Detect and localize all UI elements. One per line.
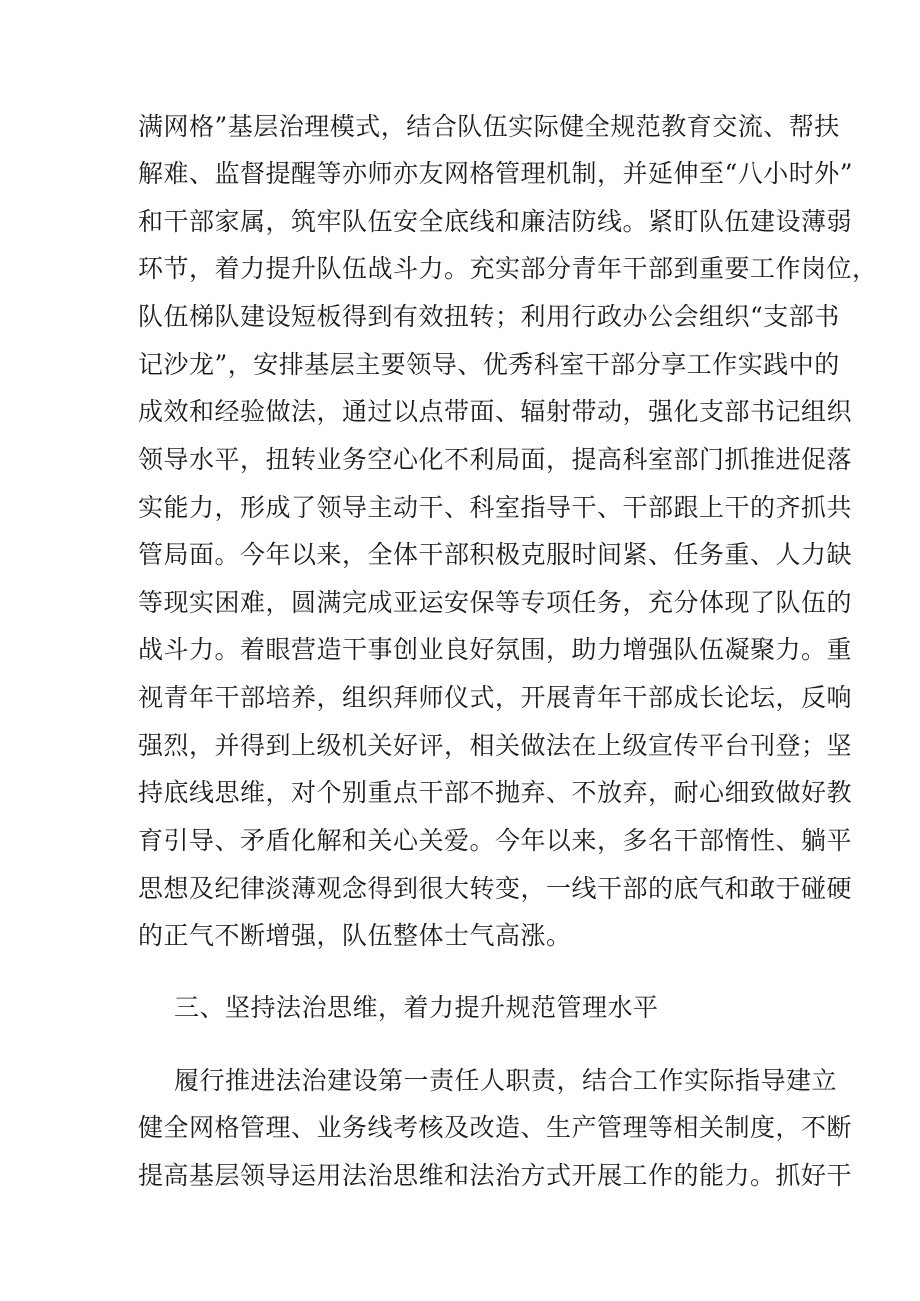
paragraph-line: 思想及纪律淡薄观念得到很大转变，一线干部的底气和敢于碰硬 bbox=[138, 874, 853, 903]
paragraph-line: 满网格”基层治理模式，结合队伍实际健全规范教育交流、帮扶 bbox=[138, 112, 840, 141]
paragraph-line: 战斗力。着眼营造干事创业良好氛围，助力增强队伍凝聚力。重 bbox=[138, 635, 853, 664]
paragraph-line: 视青年干部培养，组织拜师仪式，开展青年干部成长论坛，反响 bbox=[138, 683, 853, 712]
paragraph-line: 和干部家属，筑牢队伍安全底线和廉洁防线。紧盯队伍建设薄弱 bbox=[138, 207, 853, 236]
paragraph-line: 管局面。今年以来，全体干部积极克服时间紧、任务重、人力缺 bbox=[138, 540, 853, 569]
paragraph-line: 环节，着力提升队伍战斗力。充实部分青年干部到重要工作岗位， bbox=[138, 254, 878, 283]
paragraph-line: 领导水平，扭转业务空心化不利局面，提高科室部门抓推进促落 bbox=[138, 445, 853, 474]
paragraph-line: 履行推进法治建设第一责任人职责，结合工作实际指导建立 bbox=[174, 1066, 838, 1095]
paragraph-line: 的正气不断增强，队伍整体士气高涨。 bbox=[138, 921, 572, 950]
paragraph-line: 育引导、矛盾化解和关心关爱。今年以来，多名干部惰性、躺平 bbox=[138, 826, 853, 855]
paragraph-line: 解难、监督提醒等亦师亦友网格管理机制，并延伸至“八小时外” bbox=[138, 159, 854, 188]
paragraph-line: 提高基层领导运用法治思维和法治方式开展工作的能力。抓好干 bbox=[138, 1161, 853, 1190]
paragraph-line: 成效和经验做法，通过以点带面、辐射带动，强化支部书记组织 bbox=[138, 397, 853, 426]
paragraph-line: 队伍梯队建设短板得到有效扭转；利用行政办公会组织“支部书 bbox=[138, 302, 840, 331]
paragraph-line: 记沙龙”，安排基层主要领导、优秀科室干部分享工作实践中的 bbox=[138, 350, 840, 379]
paragraph-line: 强烈，并得到上级机关好评，相关做法在上级宣传平台刊登；坚 bbox=[138, 731, 853, 760]
paragraph-line: 持底线思维，对个别重点干部不抛弃、不放弃，耐心细致做好教 bbox=[138, 778, 853, 807]
paragraph-line: 健全网格管理、业务线考核及改造、生产管理等相关制度，不断 bbox=[138, 1113, 853, 1142]
paragraph-line: 等现实困难，圆满完成亚运安保等专项任务，充分体现了队伍的 bbox=[138, 588, 853, 617]
section-heading: 三、坚持法治思维，着力提升规范管理水平 bbox=[174, 993, 659, 1022]
paragraph-line: 实能力，形成了领导主动干、科室指导干、干部跟上干的齐抓共 bbox=[138, 493, 853, 522]
